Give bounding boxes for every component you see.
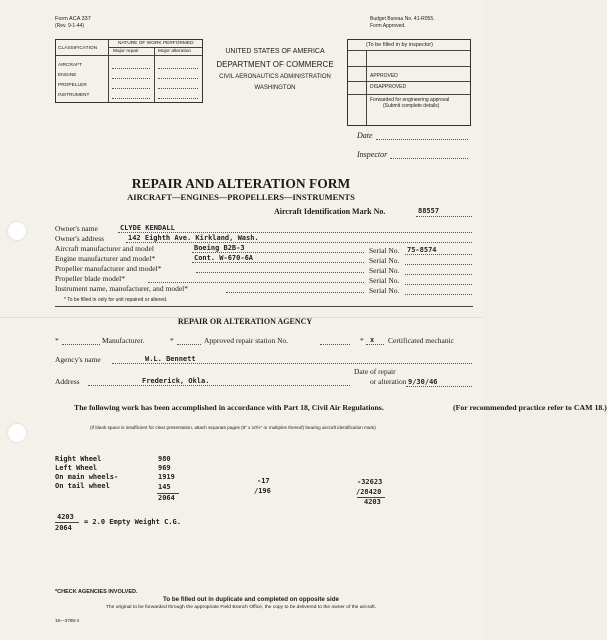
agency-address-field[interactable] xyxy=(88,385,350,386)
budget-bureau-number: Budget Bureau No. 41-R055. xyxy=(370,16,435,22)
agency-line-2: DEPARTMENT OF COMMERCE xyxy=(216,60,334,69)
work-moment-3: -32623 xyxy=(357,478,383,486)
propeller-model-field[interactable] xyxy=(196,272,364,273)
date-of-repair-label: Date of repair xyxy=(354,367,396,376)
major-alteration-label: Major alteration xyxy=(158,49,192,54)
printer-code: 16—3788-4 xyxy=(55,618,80,623)
disapproved-label: DISAPPROVED xyxy=(370,84,407,90)
work-arm-3: -17 xyxy=(257,477,270,485)
engine-model-field[interactable] xyxy=(192,262,364,263)
form-title: REPAIR AND ALTERATION FORM xyxy=(131,176,351,191)
serial-label-1: Serial No. xyxy=(369,246,400,255)
owner-name-field[interactable] xyxy=(118,232,472,233)
form-subtitle: AIRCRAFT—ENGINES—PROPELLERS—INSTRUMENTS xyxy=(127,192,355,202)
aircraft-model-field[interactable] xyxy=(192,252,364,253)
work-arm-4: /196 xyxy=(254,487,271,495)
instrument-repair-field[interactable] xyxy=(112,98,150,99)
agency-line-1: UNITED STATES OF AMERICA xyxy=(225,48,325,55)
mechanic-check-field[interactable] xyxy=(366,344,384,345)
nature-of-work-label: NATURE OF WORK PERFORMED xyxy=(118,41,194,46)
propeller-blade-label: Propeller blade model* xyxy=(55,274,125,283)
propeller-repair-field[interactable] xyxy=(112,88,150,89)
inspector-field[interactable] xyxy=(390,158,468,159)
aircraft-repair-field[interactable] xyxy=(112,68,150,69)
serial-label-5: Serial No. xyxy=(369,286,400,295)
manufacturer-check-field[interactable] xyxy=(62,344,100,345)
cg-numerator: 4203 xyxy=(57,513,74,521)
classification-engine: ENGINE xyxy=(58,73,77,78)
repair-station-check-field[interactable] xyxy=(177,344,201,345)
mechanic-mark: x xyxy=(370,336,375,344)
agency-heading: REPAIR OR ALTERATION AGENCY xyxy=(177,317,313,326)
work-item-1: Right Wheel xyxy=(55,455,102,463)
forwarded-sub-label: (Submit complete details) xyxy=(383,103,440,109)
work-weight-3: 1919 xyxy=(158,473,175,481)
inspector-row-line-1 xyxy=(348,66,470,67)
propeller-blade-field[interactable] xyxy=(148,282,364,283)
punch-hole-top xyxy=(8,222,26,240)
serial-label-3: Serial No. xyxy=(369,266,400,275)
inspector-label: Inspector xyxy=(357,150,388,159)
repair-station-number-field[interactable] xyxy=(320,344,350,345)
agency-name-field[interactable] xyxy=(112,363,472,364)
check-agencies-note: *CHECK AGENCIES INVOLVED. xyxy=(55,589,138,595)
classification-header-line xyxy=(56,55,202,56)
owner-address-value: 142 Eighth Ave. Kirkland, Wash. xyxy=(128,234,259,242)
serial-label-4: Serial No. xyxy=(369,276,400,285)
engine-alteration-field[interactable] xyxy=(158,78,198,79)
form-number: Form ACA 337 xyxy=(55,16,91,22)
manufacturer-label: Manufacturer. xyxy=(102,336,145,345)
manufacturer-star: * xyxy=(55,336,59,345)
repair-station-label: Approved repair station No. xyxy=(204,336,289,345)
inspector-box-title: (To be filled in by inspector) xyxy=(366,42,433,48)
serial-field-4[interactable] xyxy=(405,284,472,285)
classification-propeller: PROPELLER xyxy=(58,83,87,88)
inspector-row-line-2 xyxy=(348,81,470,82)
instrument-label: Instrument name, manufacturer, and model* xyxy=(55,284,188,293)
work-weight-5: 2064 xyxy=(158,494,175,502)
work-weight-2: 969 xyxy=(158,464,171,472)
date-label: Date xyxy=(357,131,373,140)
owner-name-value: CLYDE KENDALL xyxy=(120,224,175,232)
fill-duplicate-note: To be filled out in duplicate and completed on opposite side xyxy=(163,596,339,603)
work-moment-5: 4203 xyxy=(364,498,381,506)
instrument-alteration-field[interactable] xyxy=(158,98,198,99)
agency-name-value: W.L. Bennett xyxy=(145,355,196,363)
date-field[interactable] xyxy=(376,139,468,140)
classification-label: CLASSIFICATION xyxy=(58,46,98,51)
work-for-text: (For recommended practice refer to CAM 18.) xyxy=(453,403,607,412)
work-moment-4: /28420 xyxy=(356,488,382,496)
cg-denominator: 2064 xyxy=(55,524,72,532)
owner-address-field[interactable] xyxy=(126,242,472,243)
engine-model-label: Engine manufacturer and model* xyxy=(55,254,156,263)
ident-field[interactable] xyxy=(416,216,472,217)
classification-instrument: INSTRUMENT xyxy=(58,93,90,98)
approved-label: APPROVED xyxy=(370,73,398,79)
owner-section-rule xyxy=(55,306,473,307)
nature-divider xyxy=(154,48,155,102)
repair-station-star: * xyxy=(170,336,174,345)
agency-line-4: WASHINGTON xyxy=(254,85,296,91)
inspector-row-line-3 xyxy=(348,94,470,95)
unit-footnote: * To be filled in only for unit repaired or altered. xyxy=(64,297,168,303)
agency-address-label: Address xyxy=(55,377,80,386)
aircraft-alteration-field[interactable] xyxy=(158,68,198,69)
serial-field-2[interactable] xyxy=(405,264,472,265)
work-item-4: On tail wheel xyxy=(55,482,110,490)
serial-field-5[interactable] xyxy=(405,294,472,295)
agency-line-3: CIVIL AERONAUTICS ADMINISTRATION xyxy=(219,74,331,80)
cg-fraction-bar xyxy=(55,522,79,523)
ident-label: Aircraft Identification Mark No. xyxy=(274,207,386,216)
insufficient-space-note: (If blank space is insufficient for clear presentation, attach separate pages (8" x 10½" or multiples thereof) bearing aircraft identification mark) xyxy=(90,425,376,430)
instrument-field[interactable] xyxy=(226,292,364,293)
work-statement: The following work has been accomplished in accordance with Part 18, Civil Air Regulations. xyxy=(74,403,384,412)
form-revision: (Rev. 9-1-44) xyxy=(55,23,85,29)
work-weight-1: 980 xyxy=(158,455,171,463)
mechanic-label: Certificated mechanic xyxy=(388,336,455,345)
ident-value: 88557 xyxy=(418,207,440,215)
cg-result: = 2.0 Empty Weight C.G. xyxy=(84,518,181,526)
serial-field-3[interactable] xyxy=(405,274,472,275)
work-weight-4: 145 xyxy=(158,483,171,491)
classification-aircraft: AIRCRAFT xyxy=(58,63,82,68)
owner-name-label: Owner's name xyxy=(55,224,98,233)
aircraft-model-label: Aircraft manufacturer and model xyxy=(55,244,154,253)
serial-aircraft-value: 75-8574 xyxy=(407,246,437,254)
work-item-3: On main wheels- xyxy=(55,473,119,481)
classification-divider xyxy=(108,40,109,102)
engine-repair-field[interactable] xyxy=(112,78,150,79)
propeller-model-label: Propeller manufacturer and model* xyxy=(55,264,162,273)
owner-address-label: Owner's address xyxy=(55,234,105,243)
punch-hole-bottom xyxy=(8,424,26,442)
work-item-2: Left Wheel xyxy=(55,464,98,472)
repair-date-field[interactable] xyxy=(406,386,472,387)
agency-address-value: Frederick, Okla. xyxy=(142,377,210,385)
agency-name-label: Agency's name xyxy=(55,355,101,364)
or-alteration-label: or alteration xyxy=(370,377,407,386)
forwarded-label: Forwarded for engineering approval xyxy=(370,97,450,103)
mechanic-star: * xyxy=(360,336,364,345)
propeller-alteration-field[interactable] xyxy=(158,88,198,89)
nature-header-line xyxy=(108,47,202,48)
engine-model-value: Cont. W-670-6A xyxy=(194,254,254,262)
inspector-check-column xyxy=(366,50,367,125)
major-repair-label: Major repair xyxy=(113,49,139,54)
serial-field-1[interactable] xyxy=(405,254,472,255)
aircraft-model-value: Boeing B2B-3 xyxy=(194,244,245,252)
form-approved: Form Approved. xyxy=(370,23,406,29)
original-forwarding-note: The original to be forwarded through the appropriate Field Branch Office, the copy to be delivered to the owner of the aircraft. xyxy=(105,605,377,610)
repair-date-value: 9/30/46 xyxy=(408,378,438,386)
serial-label-2: Serial No. xyxy=(369,256,400,265)
